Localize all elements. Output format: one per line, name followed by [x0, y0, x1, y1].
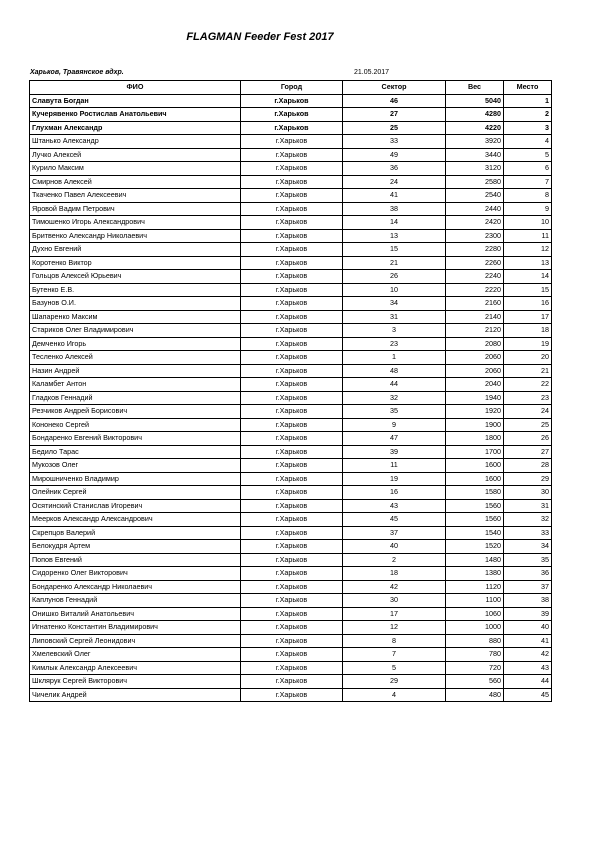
cell-name: Шклярук Сергей Викторович [30, 675, 241, 689]
cell-place: 21 [504, 364, 552, 378]
cell-weight: 780 [446, 648, 504, 662]
table-row [30, 121, 552, 135]
table-row [30, 661, 552, 675]
table-row [30, 135, 552, 149]
cell-sector: 17 [343, 607, 446, 621]
table-row [30, 148, 552, 162]
column-header-name: ФИО [30, 81, 241, 95]
table-row [30, 432, 552, 446]
cell-name: Бритвенко Александр Николаевич [30, 229, 241, 243]
cell-city: г.Харьков [241, 202, 343, 216]
cell-weight: 1380 [446, 567, 504, 581]
cell-weight: 3920 [446, 135, 504, 149]
cell-name: Меерков Александр Александрович [30, 513, 241, 527]
cell-name: Назин Андрей [30, 364, 241, 378]
cell-name: Попов Евгений [30, 553, 241, 567]
cell-weight: 2540 [446, 189, 504, 203]
cell-city: г.Харьков [241, 513, 343, 527]
table-row [30, 310, 552, 324]
cell-sector: 37 [343, 526, 446, 540]
cell-name: Шапаренко Максим [30, 310, 241, 324]
table-row [30, 445, 552, 459]
results-table-header [30, 81, 552, 95]
column-header-weight: Вес [446, 81, 504, 95]
header-row [30, 81, 552, 95]
cell-city: г.Харьков [241, 256, 343, 270]
table-row [30, 405, 552, 419]
table-row [30, 94, 552, 108]
cell-city: г.Харьков [241, 499, 343, 513]
cell-name: Каламбет Антон [30, 378, 241, 392]
cell-sector: 9 [343, 418, 446, 432]
cell-weight: 2040 [446, 378, 504, 392]
cell-name: Мукозов Олег [30, 459, 241, 473]
cell-weight: 1700 [446, 445, 504, 459]
table-row [30, 594, 552, 608]
table-row [30, 337, 552, 351]
cell-name: Базунов О.И. [30, 297, 241, 311]
cell-city: г.Харьков [241, 351, 343, 365]
cell-weight: 2580 [446, 175, 504, 189]
cell-city: г.Харьков [241, 189, 343, 203]
table-row [30, 621, 552, 635]
event-date: 21.05.2017 [354, 69, 390, 76]
column-header-sector: Сектор [343, 81, 446, 95]
event-location: Харьков, Травянское вдхр. [30, 69, 124, 76]
cell-city: г.Харьков [241, 108, 343, 122]
table-row [30, 351, 552, 365]
cell-name: Осятинский Станислав Игоревич [30, 499, 241, 513]
cell-city: г.Харьков [241, 526, 343, 540]
cell-weight: 1940 [446, 391, 504, 405]
cell-city: г.Харьков [241, 540, 343, 554]
cell-sector: 34 [343, 297, 446, 311]
cell-place: 40 [504, 621, 552, 635]
cell-weight: 2260 [446, 256, 504, 270]
cell-place: 14 [504, 270, 552, 284]
cell-name: Тесленко Алексей [30, 351, 241, 365]
table-row [30, 189, 552, 203]
cell-weight: 1920 [446, 405, 504, 419]
cell-city: г.Харьков [241, 94, 343, 108]
cell-place: 12 [504, 243, 552, 257]
cell-place: 24 [504, 405, 552, 419]
cell-place: 27 [504, 445, 552, 459]
table-row [30, 472, 552, 486]
cell-weight: 2300 [446, 229, 504, 243]
table-row [30, 256, 552, 270]
cell-weight: 1600 [446, 459, 504, 473]
cell-sector: 39 [343, 445, 446, 459]
cell-sector: 48 [343, 364, 446, 378]
cell-sector: 41 [343, 189, 446, 203]
table-row [30, 391, 552, 405]
cell-weight: 2240 [446, 270, 504, 284]
cell-sector: 45 [343, 513, 446, 527]
results-table [29, 80, 552, 702]
cell-weight: 1900 [446, 418, 504, 432]
table-row [30, 526, 552, 540]
cell-sector: 46 [343, 94, 446, 108]
cell-city: г.Харьков [241, 135, 343, 149]
cell-city: г.Харьков [241, 553, 343, 567]
cell-weight: 1000 [446, 621, 504, 635]
cell-weight: 5040 [446, 94, 504, 108]
column-header-place: Место [504, 81, 552, 95]
cell-name: Мирошниченко Владимир [30, 472, 241, 486]
table-row [30, 513, 552, 527]
cell-sector: 16 [343, 486, 446, 500]
cell-city: г.Харьков [241, 418, 343, 432]
cell-place: 19 [504, 337, 552, 351]
table-row [30, 567, 552, 581]
cell-place: 28 [504, 459, 552, 473]
cell-place: 8 [504, 189, 552, 203]
cell-weight: 1540 [446, 526, 504, 540]
cell-sector: 42 [343, 580, 446, 594]
cell-city: г.Харьков [241, 121, 343, 135]
cell-sector: 35 [343, 405, 446, 419]
cell-place: 20 [504, 351, 552, 365]
column-header-city: Город [241, 81, 343, 95]
cell-weight: 2060 [446, 351, 504, 365]
cell-weight: 480 [446, 688, 504, 702]
cell-sector: 49 [343, 148, 446, 162]
cell-name: Сидоренко Олег Викторович [30, 567, 241, 581]
cell-sector: 25 [343, 121, 446, 135]
cell-sector: 40 [343, 540, 446, 554]
table-row [30, 688, 552, 702]
cell-weight: 3440 [446, 148, 504, 162]
cell-place: 2 [504, 108, 552, 122]
cell-name: Смирнов Алексей [30, 175, 241, 189]
cell-place: 44 [504, 675, 552, 689]
cell-city: г.Харьков [241, 405, 343, 419]
cell-weight: 2160 [446, 297, 504, 311]
cell-sector: 44 [343, 378, 446, 392]
cell-weight: 2060 [446, 364, 504, 378]
cell-sector: 24 [343, 175, 446, 189]
cell-weight: 1600 [446, 472, 504, 486]
cell-place: 45 [504, 688, 552, 702]
cell-name: Кононеко Сергей [30, 418, 241, 432]
table-row [30, 364, 552, 378]
cell-city: г.Харьков [241, 337, 343, 351]
cell-weight: 560 [446, 675, 504, 689]
cell-place: 41 [504, 634, 552, 648]
cell-city: г.Харьков [241, 472, 343, 486]
cell-city: г.Харьков [241, 486, 343, 500]
cell-city: г.Харьков [241, 621, 343, 635]
cell-city: г.Харьков [241, 175, 343, 189]
cell-place: 26 [504, 432, 552, 446]
cell-weight: 2120 [446, 324, 504, 338]
cell-sector: 21 [343, 256, 446, 270]
table-row [30, 553, 552, 567]
cell-name: Коротенко Виктор [30, 256, 241, 270]
cell-place: 34 [504, 540, 552, 554]
cell-weight: 720 [446, 661, 504, 675]
cell-place: 9 [504, 202, 552, 216]
cell-city: г.Харьков [241, 607, 343, 621]
cell-weight: 4280 [446, 108, 504, 122]
table-row [30, 580, 552, 594]
table-row [30, 175, 552, 189]
cell-name: Гладков Геннадий [30, 391, 241, 405]
table-row [30, 418, 552, 432]
cell-name: Стариков Олег Владимирович [30, 324, 241, 338]
cell-place: 38 [504, 594, 552, 608]
cell-weight: 2080 [446, 337, 504, 351]
cell-city: г.Харьков [241, 310, 343, 324]
cell-sector: 2 [343, 553, 446, 567]
cell-place: 11 [504, 229, 552, 243]
cell-sector: 1 [343, 351, 446, 365]
table-row [30, 607, 552, 621]
cell-name: Бедило Тарас [30, 445, 241, 459]
cell-city: г.Харьков [241, 391, 343, 405]
cell-weight: 1580 [446, 486, 504, 500]
cell-weight: 2280 [446, 243, 504, 257]
cell-city: г.Харьков [241, 432, 343, 446]
cell-place: 39 [504, 607, 552, 621]
cell-city: г.Харьков [241, 162, 343, 176]
cell-weight: 2420 [446, 216, 504, 230]
cell-weight: 2140 [446, 310, 504, 324]
cell-sector: 3 [343, 324, 446, 338]
cell-name: Лучко Алексей [30, 148, 241, 162]
cell-weight: 3120 [446, 162, 504, 176]
cell-sector: 10 [343, 283, 446, 297]
cell-city: г.Харьков [241, 445, 343, 459]
cell-place: 1 [504, 94, 552, 108]
cell-weight: 1560 [446, 513, 504, 527]
table-row [30, 108, 552, 122]
cell-place: 13 [504, 256, 552, 270]
cell-weight: 1100 [446, 594, 504, 608]
cell-sector: 33 [343, 135, 446, 149]
cell-city: г.Харьков [241, 148, 343, 162]
cell-name: Игнатенко Константин Владимирович [30, 621, 241, 635]
cell-city: г.Харьков [241, 364, 343, 378]
cell-name: Тимошенко Игорь Александрович [30, 216, 241, 230]
cell-name: Онишко Виталий Анатольевич [30, 607, 241, 621]
cell-weight: 1060 [446, 607, 504, 621]
cell-weight: 1800 [446, 432, 504, 446]
cell-sector: 5 [343, 661, 446, 675]
cell-place: 16 [504, 297, 552, 311]
table-row [30, 634, 552, 648]
cell-place: 3 [504, 121, 552, 135]
cell-sector: 30 [343, 594, 446, 608]
cell-weight: 1120 [446, 580, 504, 594]
table-row [30, 229, 552, 243]
table-row [30, 499, 552, 513]
cell-weight: 1560 [446, 499, 504, 513]
cell-name: Бондаренко Евгений Викторович [30, 432, 241, 446]
cell-name: Чичелик Андрей [30, 688, 241, 702]
table-row [30, 202, 552, 216]
cell-city: г.Харьков [241, 648, 343, 662]
cell-place: 32 [504, 513, 552, 527]
cell-place: 37 [504, 580, 552, 594]
cell-place: 25 [504, 418, 552, 432]
table-row [30, 459, 552, 473]
cell-name: Олейник Сергей [30, 486, 241, 500]
cell-place: 31 [504, 499, 552, 513]
table-row [30, 243, 552, 257]
cell-city: г.Харьков [241, 216, 343, 230]
cell-name: Кучерявенко Ростислав Анатольевич [30, 108, 241, 122]
cell-sector: 26 [343, 270, 446, 284]
cell-place: 33 [504, 526, 552, 540]
cell-city: г.Харьков [241, 567, 343, 581]
cell-name: Белокудря Артем [30, 540, 241, 554]
cell-place: 15 [504, 283, 552, 297]
cell-sector: 27 [343, 108, 446, 122]
cell-city: г.Харьков [241, 688, 343, 702]
cell-place: 29 [504, 472, 552, 486]
cell-name: Гольцов Алексей Юрьевич [30, 270, 241, 284]
cell-sector: 23 [343, 337, 446, 351]
cell-name: Бутенко Е.В. [30, 283, 241, 297]
cell-sector: 29 [343, 675, 446, 689]
cell-place: 42 [504, 648, 552, 662]
cell-sector: 31 [343, 310, 446, 324]
cell-city: г.Харьков [241, 243, 343, 257]
cell-city: г.Харьков [241, 270, 343, 284]
cell-sector: 19 [343, 472, 446, 486]
cell-city: г.Харьков [241, 661, 343, 675]
cell-place: 30 [504, 486, 552, 500]
cell-place: 18 [504, 324, 552, 338]
table-row [30, 162, 552, 176]
cell-name: Славута Богдан [30, 94, 241, 108]
cell-place: 36 [504, 567, 552, 581]
cell-name: Демченко Игорь [30, 337, 241, 351]
cell-sector: 15 [343, 243, 446, 257]
cell-sector: 18 [343, 567, 446, 581]
cell-name: Каплунов Геннадий [30, 594, 241, 608]
cell-place: 4 [504, 135, 552, 149]
table-row [30, 283, 552, 297]
cell-name: Штанько Александр [30, 135, 241, 149]
cell-place: 17 [504, 310, 552, 324]
cell-weight: 880 [446, 634, 504, 648]
cell-place: 10 [504, 216, 552, 230]
cell-city: г.Харьков [241, 634, 343, 648]
cell-name: Липовский Сергей Леонидович [30, 634, 241, 648]
cell-name: Резчиков Андрей Борисович [30, 405, 241, 419]
cell-name: Кимлык Александр Алексеевич [30, 661, 241, 675]
table-row [30, 675, 552, 689]
cell-place: 22 [504, 378, 552, 392]
table-row [30, 648, 552, 662]
results-table-body [30, 94, 552, 702]
cell-name: Яровой Вадим Петрович [30, 202, 241, 216]
cell-city: г.Харьков [241, 459, 343, 473]
table-row [30, 297, 552, 311]
cell-weight: 1480 [446, 553, 504, 567]
table-row [30, 378, 552, 392]
cell-place: 5 [504, 148, 552, 162]
cell-place: 43 [504, 661, 552, 675]
document-title: FLAGMAN Feeder Fest 2017 [186, 31, 334, 43]
cell-sector: 11 [343, 459, 446, 473]
cell-sector: 47 [343, 432, 446, 446]
table-row [30, 486, 552, 500]
cell-sector: 38 [343, 202, 446, 216]
cell-name: Скрепцов Валерий [30, 526, 241, 540]
cell-city: г.Харьков [241, 297, 343, 311]
cell-name: Духно Евгений [30, 243, 241, 257]
cell-sector: 7 [343, 648, 446, 662]
cell-city: г.Харьков [241, 229, 343, 243]
cell-sector: 43 [343, 499, 446, 513]
cell-sector: 32 [343, 391, 446, 405]
cell-city: г.Харьков [241, 324, 343, 338]
cell-name: Бондаренко Александр Николаевич [30, 580, 241, 594]
cell-weight: 2220 [446, 283, 504, 297]
cell-place: 7 [504, 175, 552, 189]
cell-name: Глухман Александр [30, 121, 241, 135]
cell-weight: 2440 [446, 202, 504, 216]
table-row [30, 324, 552, 338]
cell-sector: 12 [343, 621, 446, 635]
cell-sector: 13 [343, 229, 446, 243]
cell-place: 35 [504, 553, 552, 567]
cell-city: г.Харьков [241, 675, 343, 689]
cell-city: г.Харьков [241, 594, 343, 608]
cell-place: 23 [504, 391, 552, 405]
table-row [30, 270, 552, 284]
cell-city: г.Харьков [241, 283, 343, 297]
cell-sector: 8 [343, 634, 446, 648]
cell-sector: 36 [343, 162, 446, 176]
cell-name: Хмелевский Олег [30, 648, 241, 662]
cell-city: г.Харьков [241, 378, 343, 392]
cell-name: Курило Максим [30, 162, 241, 176]
cell-city: г.Харьков [241, 580, 343, 594]
table-row [30, 540, 552, 554]
cell-sector: 4 [343, 688, 446, 702]
cell-name: Ткаченко Павел Алексеевич [30, 189, 241, 203]
cell-sector: 14 [343, 216, 446, 230]
table-row [30, 216, 552, 230]
cell-place: 6 [504, 162, 552, 176]
cell-weight: 4220 [446, 121, 504, 135]
cell-weight: 1520 [446, 540, 504, 554]
